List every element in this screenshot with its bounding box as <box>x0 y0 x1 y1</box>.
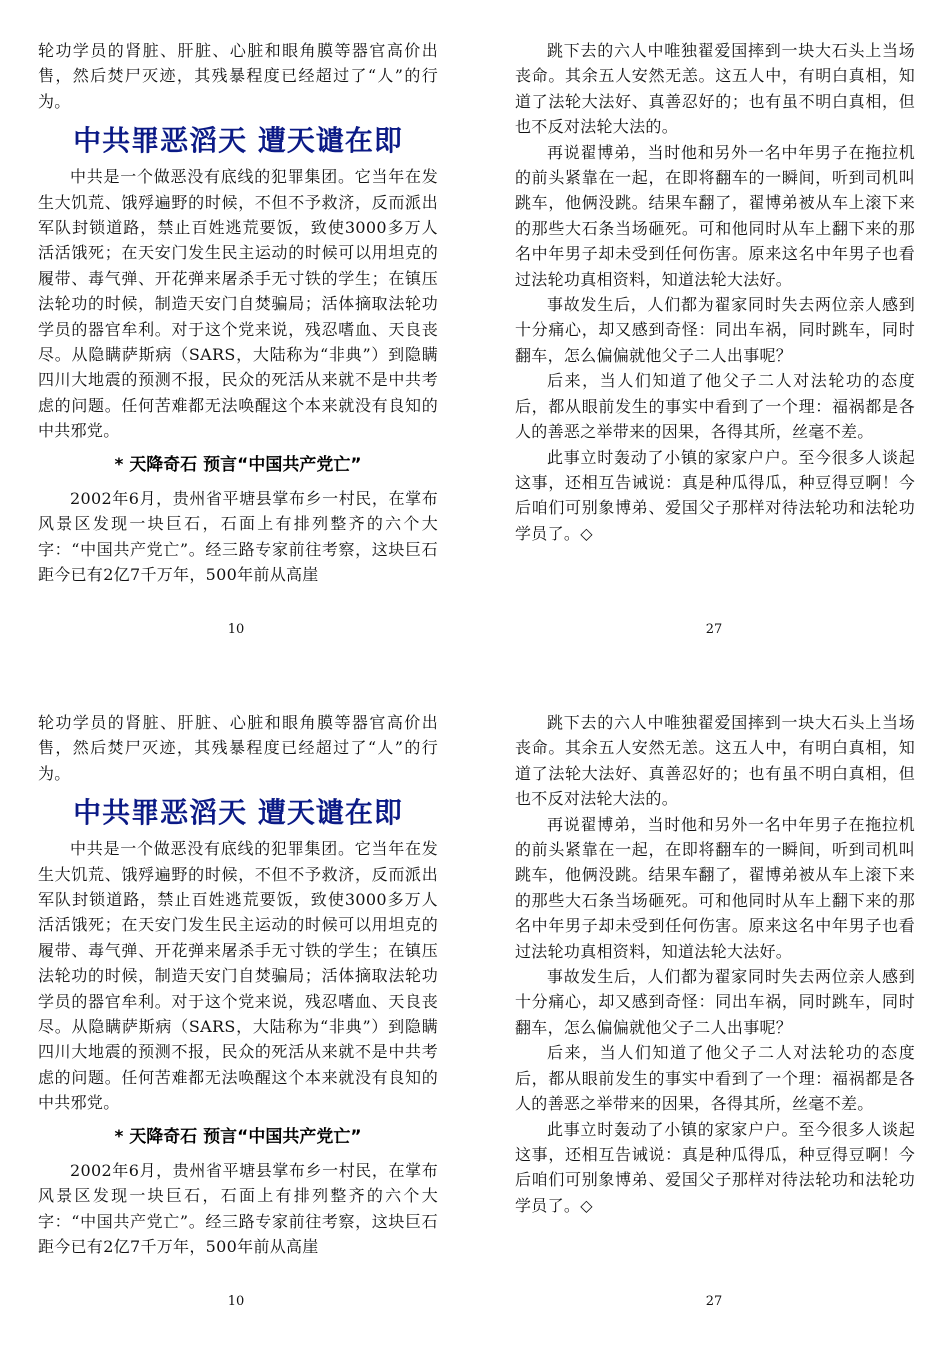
body-paragraph: 中共是一个做恶没有底线的犯罪集团。它当年在发生大饥荒、饿殍遍野的时候，不但不予救济，反而派出军队封锁道路，禁止百姓逃荒要饭，致使3000多万人活活饿死；在天安门发生民主运动的时候可以用坦克的履带、毒气弹、开花弹来屠杀手无寸铁的学生；在镇压法轮功的时候，制造天安门自焚骗局；活体摘取法轮功学员的器官牟利。对于这个党来说，残忍嗜血、天良丧尽。从隐瞒萨斯病（SARS，大陆称为“非典”）到隐瞒四川大地震的预测不报，民众的死活从来就不是中共考虑的问题。任何苦难都无法唤醒这个本来就没有良知的中共邪党。 <box>38 839 438 1113</box>
body-paragraph: 再说翟博弟，当时他和另外一名中年男子在拖拉机的前头紧靠在一起，在即将翻车的一瞬间，听到司机叫跳车，他俩没跳。结果车翻了，翟博弟被从车上滚下来的那些大石条当场砸死。可和他同时从车上翻下来的那名中年男子却未受到任何伤害。原来这名中年男子也看过法轮功真相资料，知道法轮大法好。 <box>515 814 915 961</box>
body-paragraph: 跳下去的六人中唯独翟爱国摔到一块大石头上当场丧命。其余五人安然无恙。这五人中，有明白真相，知道了法轮大法好、真善忍好的；也有虽不明白真相，但也不反对法轮大法的。 <box>515 713 915 809</box>
body-paragraph: 事故发生后，人们都为翟家同时失去两位亲人感到十分痛心，却又感到奇怪：同出车祸，同时跳车，同时翻车，怎么偏偏就他父子二人出事呢？ <box>515 967 915 1037</box>
left-page-column <box>38 710 438 1259</box>
body-paragraph: 后来，当人们知道了他父子二人对法轮功的态度后，都从眼前发生的事实中看到了一个理：福祸都是各人的善恶之举带来的因果，各得其所，丝毫不差。 <box>515 371 915 442</box>
section-subheading: * 天降奇石 预言“中国共产党亡” <box>114 1126 362 1147</box>
article-headline: 中共罪恶滔天 遭天谴在即 <box>73 124 403 158</box>
page-number-left: 10 <box>227 622 245 637</box>
body-paragraph: 事故发生后，人们都为翟家同时失去两位亲人感到十分痛心，却又感到奇怪：同出车祸，同时跳车，同时翻车，怎么偏偏就他父子二人出事呢？ <box>515 295 915 365</box>
spread-bottom <box>0 672 950 1344</box>
body-paragraph: 2002年6月，贵州省平塘县掌布乡一村民，在掌布风景区发现一块巨石，石面上有排列整齐的六个大字：“中国共产党亡”。经三路专家前往考察，这块巨石距今已有2亿7千万年，500年前从高崖 <box>38 1160 438 1256</box>
right-page-column <box>515 710 915 1218</box>
continuation-text: 轮功学员的肾脏、肝脏、心脏和眼角膜等器官高价出售，然后焚尸灭迹，其残暴程度已经超过了“人”的行为。 <box>38 713 438 783</box>
article-headline: 中共罪恶滔天 遭天谴在即 <box>73 796 403 830</box>
left-page-column <box>38 38 438 587</box>
body-paragraph: 此事立时轰动了小镇的家家户户。至今很多人谈起这事，还相互告诫说：真是种瓜得瓜，种豆得豆啊！今后咱们可别象博弟、爱国父子那样对待法轮功和法轮功学员了。◇ <box>515 1119 915 1215</box>
body-paragraph: 中共是一个做恶没有底线的犯罪集团。它当年在发生大饥荒、饿殍遍野的时候，不但不予救济，反而派出军队封锁道路，禁止百姓逃荒要饭，致使3000多万人活活饿死；在天安门发生民主运动的时候可以用坦克的履带、毒气弹、开花弹来屠杀手无寸铁的学生；在镇压法轮功的时候，制造天安门自焚骗局；活体摘取法轮功学员的器官牟利。对于这个党来说，残忍嗜血、天良丧尽。从隐瞒萨斯病（SARS，大陆称为“非典”）到隐瞒四川大地震的预测不报，民众的死活从来就不是中共考虑的问题。任何苦难都无法唤醒这个本来就没有良知的中共邪党。 <box>38 167 438 441</box>
body-paragraph: 跳下去的六人中唯独翟爱国摔到一块大石头上当场丧命。其余五人安然无恙。这五人中，有明白真相，知道了法轮大法好、真善忍好的；也有虽不明白真相，但也不反对法轮大法的。 <box>515 41 915 137</box>
body-paragraph: 此事立时轰动了小镇的家家户户。至今很多人谈起这事，还相互告诫说：真是种瓜得瓜，种豆得豆啊！今后咱们可别象博弟、爱国父子那样对待法轮功和法轮功学员了。◇ <box>515 447 915 543</box>
spread-top <box>0 0 950 672</box>
page-number-left: 10 <box>227 1294 245 1309</box>
body-paragraph: 2002年6月，贵州省平塘县掌布乡一村民，在掌布风景区发现一块巨石，石面上有排列整齐的六个大字：“中国共产党亡”。经三路专家前往考察，这块巨石距今已有2亿7千万年，500年前从高崖 <box>38 488 438 584</box>
body-paragraph: 后来，当人们知道了他父子二人对法轮功的态度后，都从眼前发生的事实中看到了一个理：福祸都是各人的善恶之举带来的因果，各得其所，丝毫不差。 <box>515 1043 915 1114</box>
body-paragraph: 再说翟博弟，当时他和另外一名中年男子在拖拉机的前头紧靠在一起，在即将翻车的一瞬间，听到司机叫跳车，他俩没跳。结果车翻了，翟博弟被从车上滚下来的那些大石条当场砸死。可和他同时从车上翻下来的那名中年男子却未受到任何伤害。原来这名中年男子也看过法轮功真相资料，知道法轮大法好。 <box>515 142 915 289</box>
page-number-right: 27 <box>705 622 723 637</box>
continuation-text: 轮功学员的肾脏、肝脏、心脏和眼角膜等器官高价出售，然后焚尸灭迹，其残暴程度已经超过了“人”的行为。 <box>38 41 438 111</box>
section-subheading: * 天降奇石 预言“中国共产党亡” <box>114 454 362 475</box>
page-number-right: 27 <box>705 1294 723 1309</box>
right-page-column <box>515 38 915 546</box>
